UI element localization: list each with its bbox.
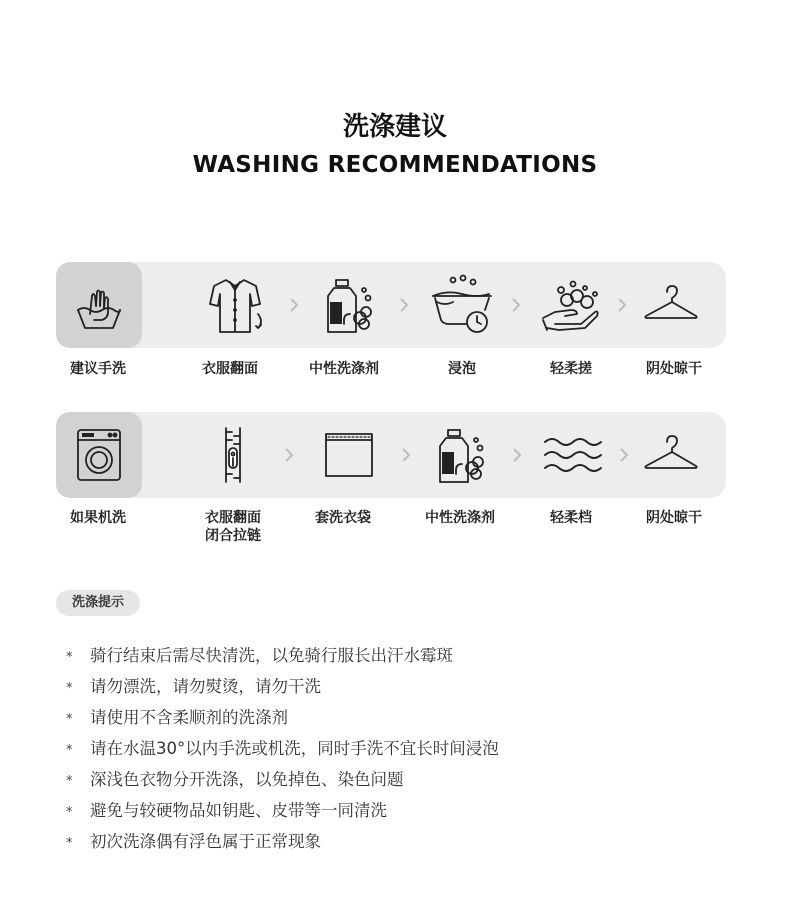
- hand-wash-strip: [56, 262, 726, 348]
- tip-text: 骑行结束后需尽快清洗，以免骑行服长出汗水霉斑: [90, 646, 453, 665]
- step-label: 阴处晾干: [646, 361, 702, 377]
- laundry-bag-icon: [314, 420, 384, 490]
- bullet-star: *: [66, 650, 73, 665]
- tip-text: 请使用不含柔顺剂的洗涤剂: [90, 708, 288, 727]
- detergent-bottle-icon: [314, 270, 384, 340]
- chevron-right-icon: [284, 447, 294, 463]
- washing-tips-badge: 洗涤提示: [56, 590, 140, 616]
- gentle-rub-hand-icon: [537, 270, 607, 340]
- tip-text: 深浅色衣物分开洗涤，以免掉色、染色问题: [90, 770, 404, 789]
- washing-tips-list: [66, 640, 499, 857]
- page-title-en: WASHING RECOMMENDATIONS: [192, 152, 598, 178]
- step-label: 套洗衣袋: [315, 510, 371, 526]
- tip-item: [66, 671, 499, 702]
- step-label: 中性洗涤剂: [425, 510, 495, 526]
- step-label: 如果机洗: [70, 510, 126, 526]
- chevron-right-icon: [399, 297, 409, 313]
- step-label: 建议手洗: [70, 361, 126, 377]
- bullet-star: *: [66, 836, 73, 851]
- tip-item: [66, 640, 499, 671]
- step-label: 轻柔搓: [550, 361, 592, 377]
- step-label-line2: 闭合拉链: [205, 528, 261, 544]
- chevron-right-icon: [512, 447, 522, 463]
- tip-text: 请勿漂洗，请勿熨烫，请勿干洗: [90, 677, 321, 696]
- tip-text: 请在水温30°以内手洗或机洗，同时手洗不宜长时间浸泡: [90, 739, 499, 758]
- step-label: 衣服翻面: [202, 361, 258, 377]
- soak-basin-timer-icon: [427, 270, 497, 340]
- step-label: 阴处晾干: [646, 510, 702, 526]
- chevron-right-icon: [511, 297, 521, 313]
- washing-machine-icon: [64, 420, 134, 490]
- step-label: 轻柔档: [550, 510, 592, 526]
- chevron-right-icon: [401, 447, 411, 463]
- tip-item: [66, 795, 499, 826]
- bullet-star: *: [66, 774, 73, 789]
- tip-item: [66, 702, 499, 733]
- tip-item: [66, 826, 499, 857]
- hanger-icon: [636, 270, 706, 340]
- step-label: 浸泡: [448, 361, 476, 377]
- step-label: 中性洗涤剂: [309, 361, 379, 377]
- gentle-waves-icon: [537, 420, 607, 490]
- bullet-star: *: [66, 743, 73, 758]
- shirt-turn-inside-out-icon: [200, 270, 270, 340]
- chevron-right-icon: [617, 297, 627, 313]
- chevron-right-icon: [619, 447, 629, 463]
- tip-item: [66, 764, 499, 795]
- hand-wash-basin-icon: [64, 270, 134, 340]
- tip-text: 初次洗涤偶有浮色属于正常现象: [90, 832, 321, 851]
- chevron-right-icon: [289, 297, 299, 313]
- step-label-line1: 衣服翻面: [205, 510, 261, 526]
- detergent-bottle-icon: [426, 420, 496, 490]
- bullet-star: *: [66, 805, 73, 820]
- tip-text: 避免与较硬物品如钥匙、皮带等一同清洗: [90, 801, 387, 820]
- hanger-icon: [636, 420, 706, 490]
- bullet-star: *: [66, 712, 73, 727]
- page-title-zh: 洗涤建议: [342, 112, 447, 142]
- machine-wash-strip: [56, 412, 726, 498]
- bullet-star: *: [66, 681, 73, 696]
- tip-item: [66, 733, 499, 764]
- zipper-icon: [198, 420, 268, 490]
